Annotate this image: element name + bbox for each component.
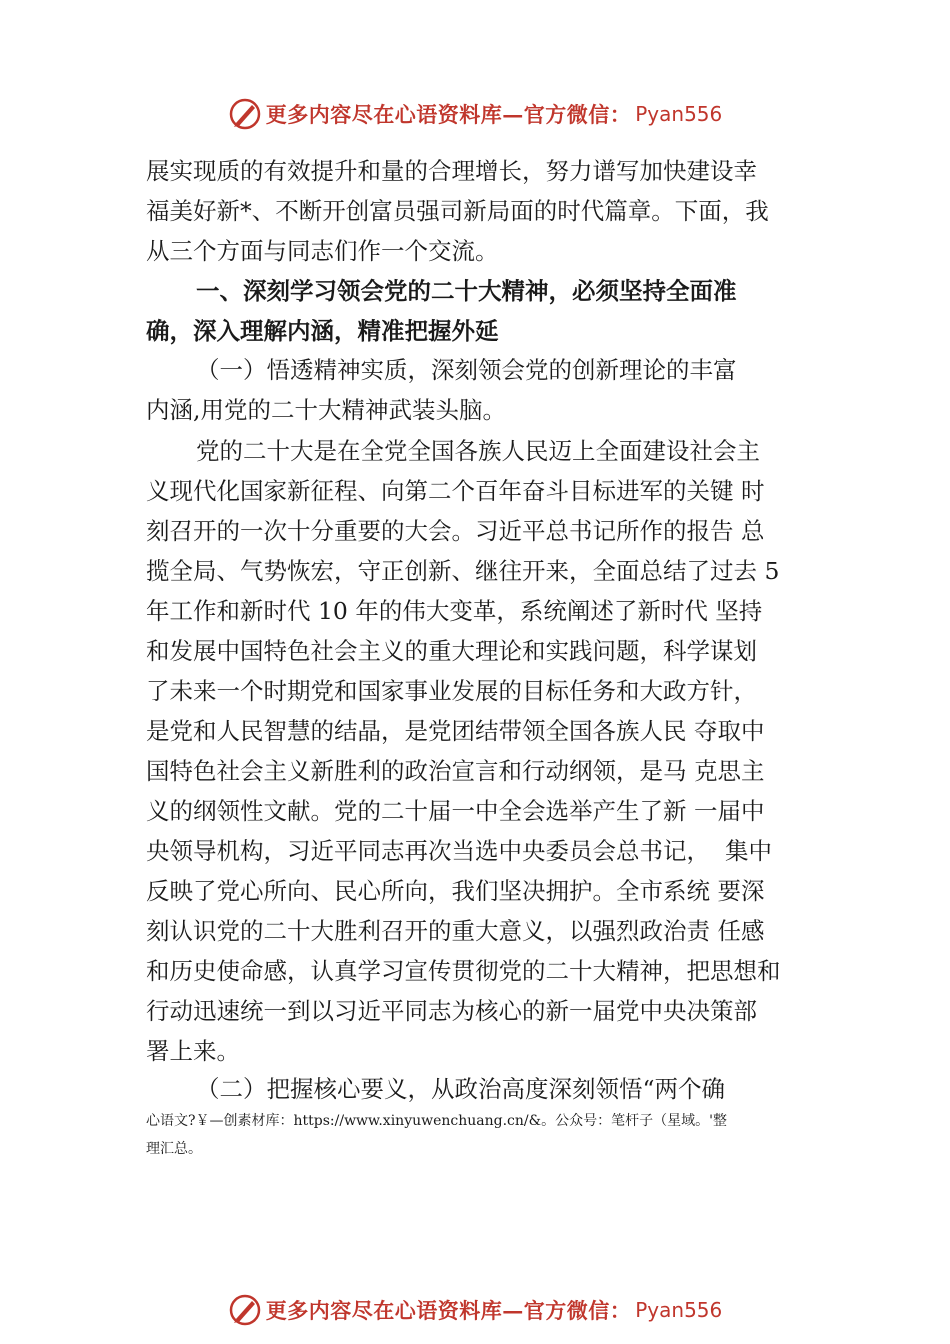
text-line: 党的二十大是在全党全国各族人民迈上全面建设社会主	[196, 437, 760, 465]
subsection-heading: （一）悟透精神实质，深刻领会党的创新理论的丰富	[196, 356, 737, 384]
header-banner	[0, 94, 950, 134]
banner-text: 更多内容尽在心语资料库—官方微信：	[265, 1298, 632, 1323]
banner-wechat-id: Pyan556	[635, 102, 723, 126]
subsection-heading: 内涵,用党的二十大精神武装头脑。	[146, 396, 506, 424]
text-line: 义的纲领性文献。党的二十届一中全会选举产生了新 一届中	[146, 797, 765, 825]
text-line: 了未来一个时期党和国家事业发展的目标任务和大政方针，	[146, 677, 757, 705]
footer-banner	[0, 1290, 950, 1330]
text-line: 和发展中国特色社会主义的重大理论和实践问题，科学谋划	[146, 637, 757, 665]
text-line: 是党和人民智慧的结晶，是党团结带领全国各族人民 夺取中	[146, 717, 765, 745]
section-heading: 一、深刻学习领会党的二十大精神，必须坚持全面准	[196, 277, 737, 305]
section-heading: 确，深入理解内涵，精准把握外延	[146, 317, 499, 345]
text-line: 从三个方面与同志们作一个交流。	[146, 237, 499, 265]
text-line: 展实现质的有效提升和量的合理增长，努力谱写加快建设幸	[146, 157, 757, 185]
text-line: 义现代化国家新征程、向第二个百年奋斗目标进军的关键 时	[146, 477, 765, 505]
text-line: 署上来。	[146, 1037, 240, 1065]
text-line: 刻召开的一次十分重要的大会。习近平总书记所作的报告 总	[146, 517, 765, 545]
text-line: 和历史使命感，认真学习宣传贯彻党的二十大精神，把思想和	[146, 957, 781, 985]
banner-text: 更多内容尽在心语资料库—官方微信：	[265, 102, 632, 127]
footnote-line: 理汇总。	[146, 1141, 202, 1157]
footnote-line: 心语文?￥—创素材库：https://www.xinyuwenchuang.cn/&。公众号：笔杆子（星域。'整	[146, 1113, 727, 1129]
text-line: 行动迅速统一到以习近平同志为核心的新一届党中央决策部	[146, 997, 757, 1025]
banner-wechat-id: Pyan556	[635, 1298, 723, 1322]
pen-logo-icon	[228, 1293, 262, 1327]
text-line: 揽全局、气势恢宏，守正创新、继往开来，全面总结了过去 5	[146, 557, 780, 585]
text-line: 刻认识党的二十大胜利召开的重大意义，以强烈政治责 任感	[146, 917, 765, 945]
text-line: 年工作和新时代 10 年的伟大变革，系统阐述了新时代 坚持	[146, 597, 763, 625]
subsection-heading: （二）把握核心要义，从政治高度深刻领悟“两个确	[196, 1075, 726, 1103]
text-line: 央领导机构，习近平同志再次当选中央委员会总书记， 集中	[146, 837, 772, 865]
pen-logo-icon	[228, 97, 262, 131]
text-line: 国特色社会主义新胜利的政治宣言和行动纲领，是马 克思主	[146, 757, 765, 785]
text-line: 反映了党心所向、民心所向，我们坚决拥护。全市系统 要深	[146, 877, 765, 905]
text-line: 福美好新*、不断开创富员强司新局面的时代篇章。下面，我	[146, 197, 769, 225]
